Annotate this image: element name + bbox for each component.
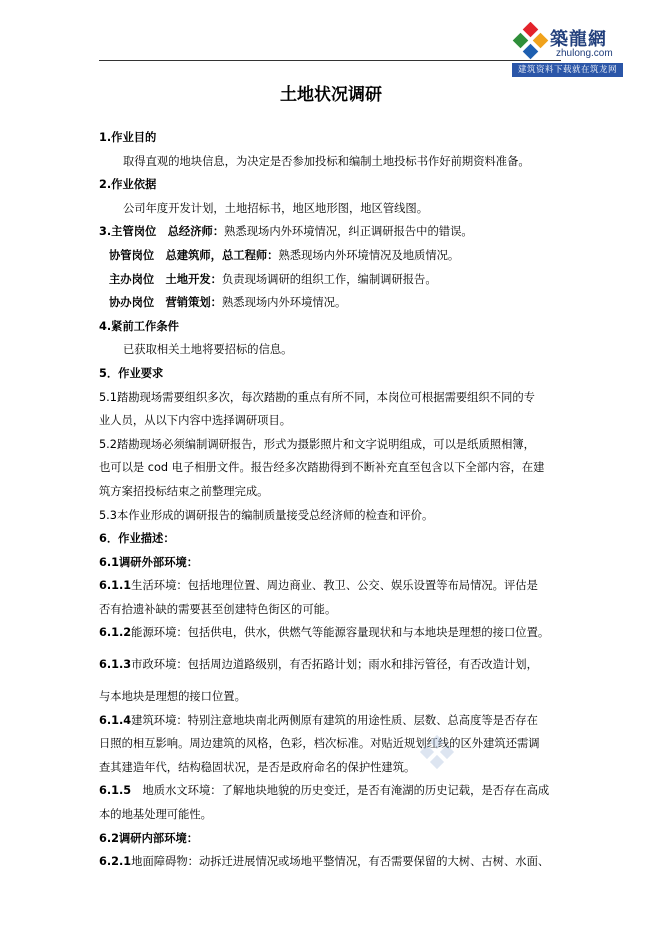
item-number: 6.2.1	[99, 855, 132, 869]
paragraph-line: 否有拾遗补缺的需要甚至创建特色街区的可能。	[99, 602, 337, 616]
paragraph-line: 5.2踏勘现场必须编制调研报告，形式为摄影照片和文字说明组成，可以是纸质照相簿，	[99, 437, 535, 451]
role-row	[99, 268, 565, 292]
role-row	[99, 220, 565, 244]
item-text: 市政环境：包括周边道路级别，有否拓路计划；雨水和排污管径，有否改造计划，	[131, 658, 538, 672]
paragraph: 已获取相关土地将要招标的信息。	[123, 343, 293, 357]
paragraph-line: 查其建造年代，结构稳固状况，是否是政府命名的保护性建筑。	[99, 760, 416, 774]
subsection-heading: 6.2调研内部环境：	[99, 831, 199, 845]
item-number: 6.1.4	[99, 713, 132, 727]
logo-banner: 建筑资料下载就在筑龙网	[512, 63, 623, 77]
paragraph-line	[99, 621, 565, 645]
role-desc: 熟悉现场内外环境情况，纠正调研报告中的错误。	[224, 225, 473, 239]
section-heading: 4.紧前工作条件	[99, 319, 179, 333]
item-number: 6.1.2	[99, 626, 132, 640]
paragraph-line	[99, 850, 565, 874]
paragraph-line: 与本地块是理想的接口位置。	[99, 690, 246, 704]
section-heading: 5．作业要求	[99, 366, 164, 380]
item-text: 能源环境：包括供电，供水，供燃气等能源容量现状和与本地块是理想的接口位置。	[131, 626, 550, 640]
role-desc: 负责现场调研的组织工作，编制调研报告。	[221, 272, 437, 286]
item-text: 地质水文环境：了解地块地貌的历史变迁，是否有淹湖的历史记载，是否存在高成	[131, 784, 550, 798]
paragraph-line: 5.3本作业形成的调研报告的编制质量接受总经济师的检查和评价。	[99, 508, 434, 522]
paragraph-line	[99, 779, 565, 803]
role-row	[99, 291, 565, 315]
document-body	[99, 126, 565, 874]
section-heading: 1.作业目的	[99, 131, 157, 144]
zhulong-diamond-icon	[512, 22, 550, 62]
logo-url: zhulong.com	[556, 48, 613, 59]
section-heading: 2.作业依据	[99, 178, 157, 192]
paragraph: 取得直观的地块信息，为决定是否参加投标和编制土地投标书作好前期资料准备。	[123, 154, 530, 168]
paragraph-line: 也可以是 cod 电子相册文件。报告经多次踏勘得到不断补充直至包含以下全部内容，在建	[99, 461, 545, 475]
zhulong-logo	[512, 20, 624, 78]
role-label: 3.主管岗位 总经济师：	[99, 225, 225, 239]
paragraph-line: 业人员，从以下内容中选择调研项目。	[99, 414, 292, 428]
role-label: 协办岗位 营销策划：	[109, 296, 222, 310]
watermark-icon	[418, 734, 458, 774]
role-label: 主办岗位 土地开发：	[109, 272, 222, 286]
item-number: 6.1.5	[99, 784, 132, 798]
subsection-heading: 6.1调研外部环境：	[99, 555, 199, 569]
paragraph-line: 日照的相互影响。周边建筑的风格，色彩，档次标准。对贴近规划红线的区外建筑还需调	[99, 737, 540, 751]
page-title: 土地状况调研	[280, 85, 382, 105]
role-label: 协管岗位 总建筑师，总工程师：	[109, 248, 279, 262]
paragraph-line	[99, 709, 565, 733]
paragraph-line: 本的地基处理可能性。	[99, 808, 212, 822]
item-number: 6.1.3	[99, 658, 132, 672]
item-text: 地面障碍物：动拆迁进展情况或场地平整情况，有否需要保留的大树、古树、水面、	[131, 855, 550, 869]
paragraph-line	[99, 574, 565, 598]
item-text: 建筑环境：特别注意地块南北两侧原有建筑的用途性质、层数、总高度等是否存在	[131, 713, 538, 727]
header-rule	[99, 60, 561, 61]
logo-chinese-name: 築龍網	[550, 29, 607, 50]
role-desc: 熟悉现场内外环境情况。	[221, 296, 347, 310]
paragraph: 公司年度开发计划，土地招标书，地区地形图，地区管线图。	[123, 201, 429, 215]
paragraph-line: 5.1踏勘现场需要组织多次，每次踏勘的重点有所不同，本岗位可根据需要组织不同的专	[99, 390, 535, 404]
item-number: 6.1.1	[99, 579, 132, 593]
paragraph-line	[99, 645, 565, 685]
role-row	[99, 244, 565, 268]
role-desc: 熟悉现场内外环境情况及地质情况。	[278, 248, 460, 262]
section-heading: 6．作业描述：	[99, 532, 175, 546]
paragraph-line: 筑方案招投标结束之前整理完成。	[99, 484, 269, 498]
item-text: 生活环境：包括地理位置、周边商业、教卫、公交、娱乐设置等布局情况。评估是	[131, 579, 538, 593]
